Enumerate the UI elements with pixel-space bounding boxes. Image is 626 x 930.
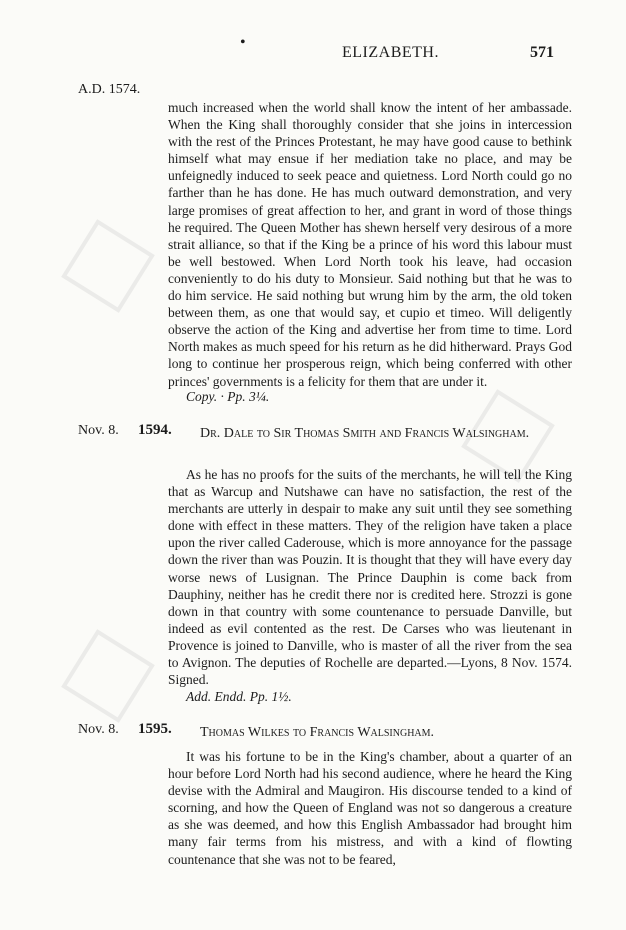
paragraph: It was his fortune to be in the King's chamber, about a quarter of an hour before Lord North had his second audience, where he heard the King devise with the Admiral and Maugiron. His discourse tended to a kind of scorning, and how the Queen of England was not so dangerous a creature as she was deemed, and how this English Ambassador had brought him many fair terms from his mistress, and with a kind of flowting countenance that she was not to be feared, [168, 749, 572, 867]
running-header [0, 34, 626, 68]
margin-year: A.D. 1574. [78, 82, 141, 97]
entry-title-text: Thomas Wilkes to Francis Walsingham. [200, 725, 435, 740]
watermark-badge [61, 219, 155, 313]
entry-title [200, 722, 572, 742]
entry-title [200, 423, 572, 443]
header-dot: • [240, 34, 246, 51]
entry-number: 1595. [138, 721, 172, 737]
paragraph: much increased when the world shall know the intent of her ambassade. When the King shall thoroughly consider that she joins in intercession with the rest of the Princes Protestant, he may have good cause to bethink himself what may ensue if her mediation take no place, and may be unfeignedly induced to seek peace and quietness. Lord North could go no farther than he has done. He has much outward demonstration, and very large promises of great affection to her, and grant in word of those things he required. The Queen Mother has shewn herself very desirous of a more strait alliance, so that if the King be a prince of his word this labour must be well bestowed. When Lord North took his leave, had occasion conveniently to do his duty to Monsieur. Said nothing but that he was to do him service. He said nothing but wrung him by the arm, the old token between them, as one that would say, et cupio et timeo. Will deligently observe the action of the King and advertise her from time to time. Lord North makes as much speed for his return as he did hitherward. Prays God long to continue her prosperous reign, which being conferred with other princes' governments is a felicity for them that are under it. [168, 100, 572, 389]
entry-body [168, 748, 572, 868]
entry-number: 1594. [138, 422, 172, 438]
watermark-badge [61, 629, 155, 723]
entry-date: Nov. 8. [78, 423, 119, 438]
entry-body [168, 466, 572, 688]
entry-date: Nov. 8. [78, 722, 119, 737]
paragraph: As he has no proofs for the suits of the merchants, he will tell the King that as Warcup and Nutshawe can have no satisfaction, the rest of the merchants are utterly in despair to make any suit until they see something done with effect in these matters. They of the religion have taken a place upon the river called Caderouse, which is more annoyance for the passage down the river than was Pouzin. It is thought that they will have every day worse news of Lusignan. The Prince Dauphin is come back from Dauphiny, neither has he credit there nor is credited here. Strozzi is gone down in that country with some countenance to persuade Danville, but indeed as evil contented as the rest. De Carses who was lieutenant in Provence is joined to Danville, who is master of all the river from the sea to Avignon. The deputies of Rochelle are departed.—Lyons, 8 Nov. 1574. Signed. [168, 467, 572, 688]
entry-note: Add. Endd. Pp. 1½. [186, 689, 292, 704]
header-title: ELIZABETH. [342, 44, 439, 61]
entry-body [168, 99, 572, 390]
page-number: 571 [530, 44, 554, 61]
entry-title-text: Dr. Dale to Sir Thomas Smith and Francis Walsingham. [200, 426, 530, 441]
entry-note: Copy. · Pp. 3¼. [186, 389, 270, 404]
